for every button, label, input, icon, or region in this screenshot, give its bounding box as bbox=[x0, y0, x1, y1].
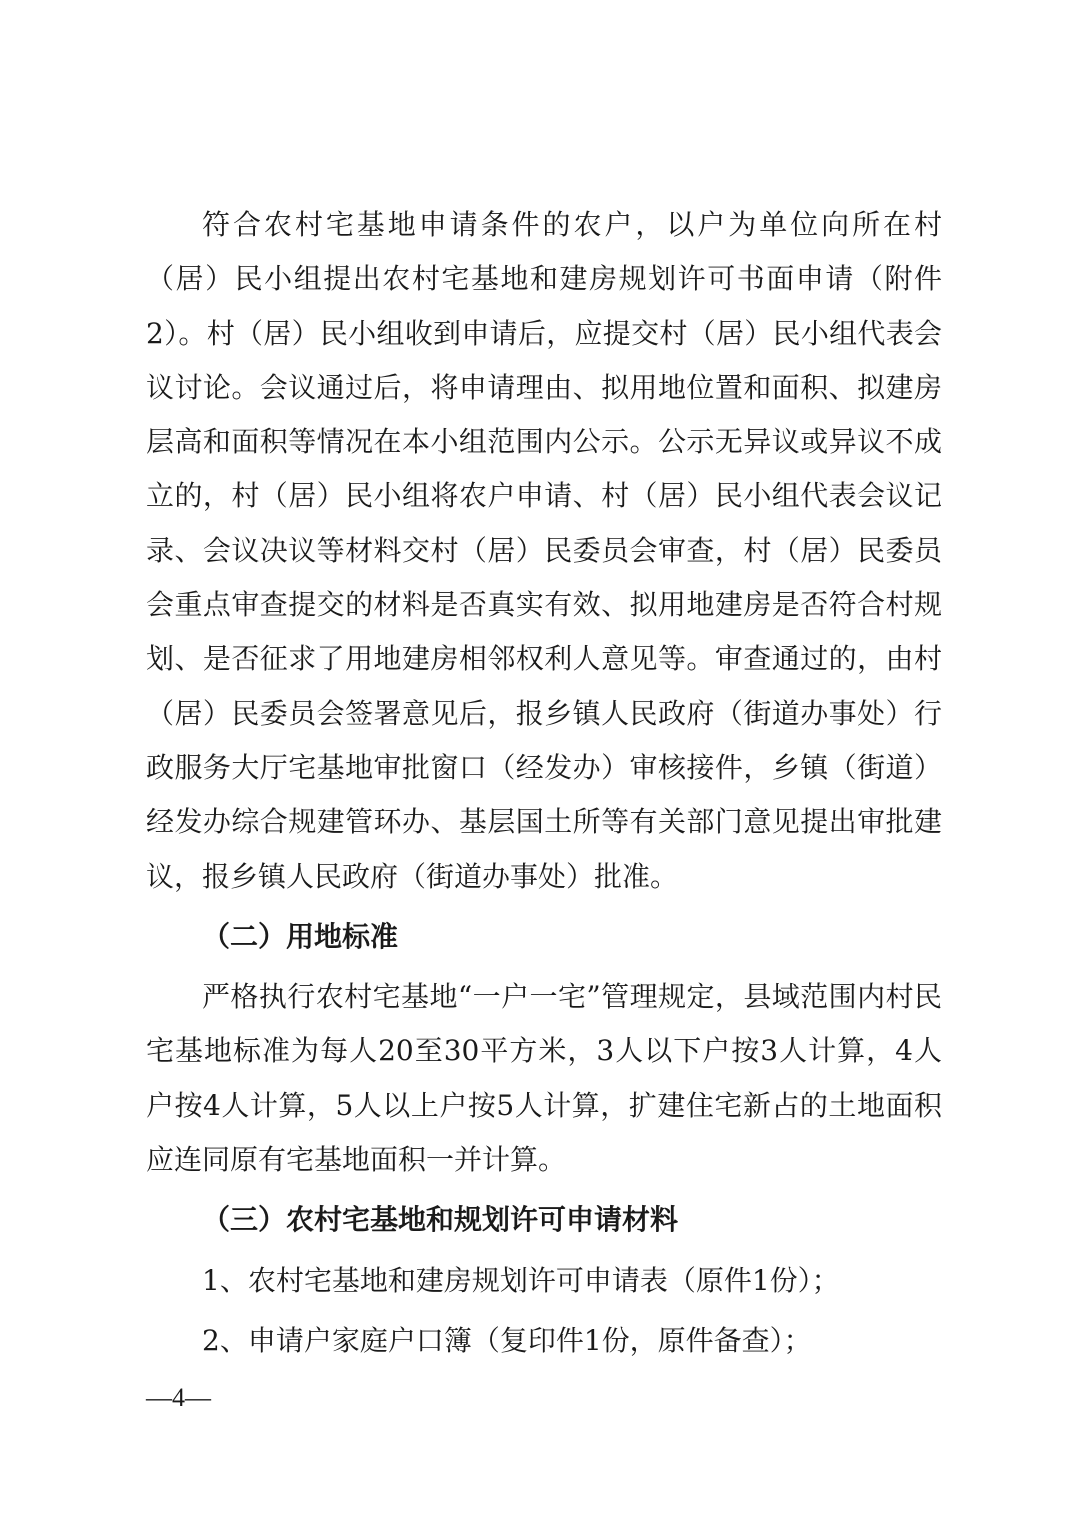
document-body bbox=[146, 198, 942, 1368]
section-heading-application-materials: （三）农村宅基地和规划许可申请材料 bbox=[202, 1203, 679, 1237]
paragraph-application-procedure: 符合农村宅基地申请条件的农户，以户为单位向所在村（居）民小组提出农村宅基地和建房规划许可书面申请（附件2）。村（居）民小组收到申请后，应提交村（居）民小组代表会议讨论。会议通过后，将申请理由、拟用地位置和面积、拟建房层高和面积等情况在本小组范围内公示。公示无异议或异议不成立的，村（居）民小组将农户申请、村（居）民小组代表会议记录、会议决议等材料交村（居）民委员会审查，村（居）民委员会重点审查提交的材料是否真实有效、拟用地建房是否符合村规划、是否征求了用地建房相邻权利人意见等。审查通过的，由村（居）民委员会签署意见后，报乡镇人民政府（街道办事处）行政服务大厅宅基地审批窗口（经发办）审核接件，乡镇（街道）经发办综合规建管环办、基层国土所等有关部门意见提出审批建议，报乡镇人民政府（街道办事处）批准。 bbox=[146, 208, 942, 893]
page-number: —4— bbox=[146, 1383, 211, 1412]
section-heading-land-standard: （二）用地标准 bbox=[202, 919, 399, 953]
paragraph-land-standard: 严格执行农村宅基地“一户一宅”管理规定，县域范围内村民宅基地标准为每人20至30平方米，3人以下户按3人计算，4人户按4人计算，5人以上户按5人计算，扩建住宅新占的土地面积应连同原有宅基地面积一并计算。 bbox=[146, 980, 942, 1177]
list-item-material-1: 1、农村宅基地和建房规划许可申请表（原件1份）； bbox=[202, 1263, 840, 1297]
list-item-material-2: 2、申请户家庭户口簿（复印件1份，原件备查）； bbox=[202, 1323, 812, 1357]
